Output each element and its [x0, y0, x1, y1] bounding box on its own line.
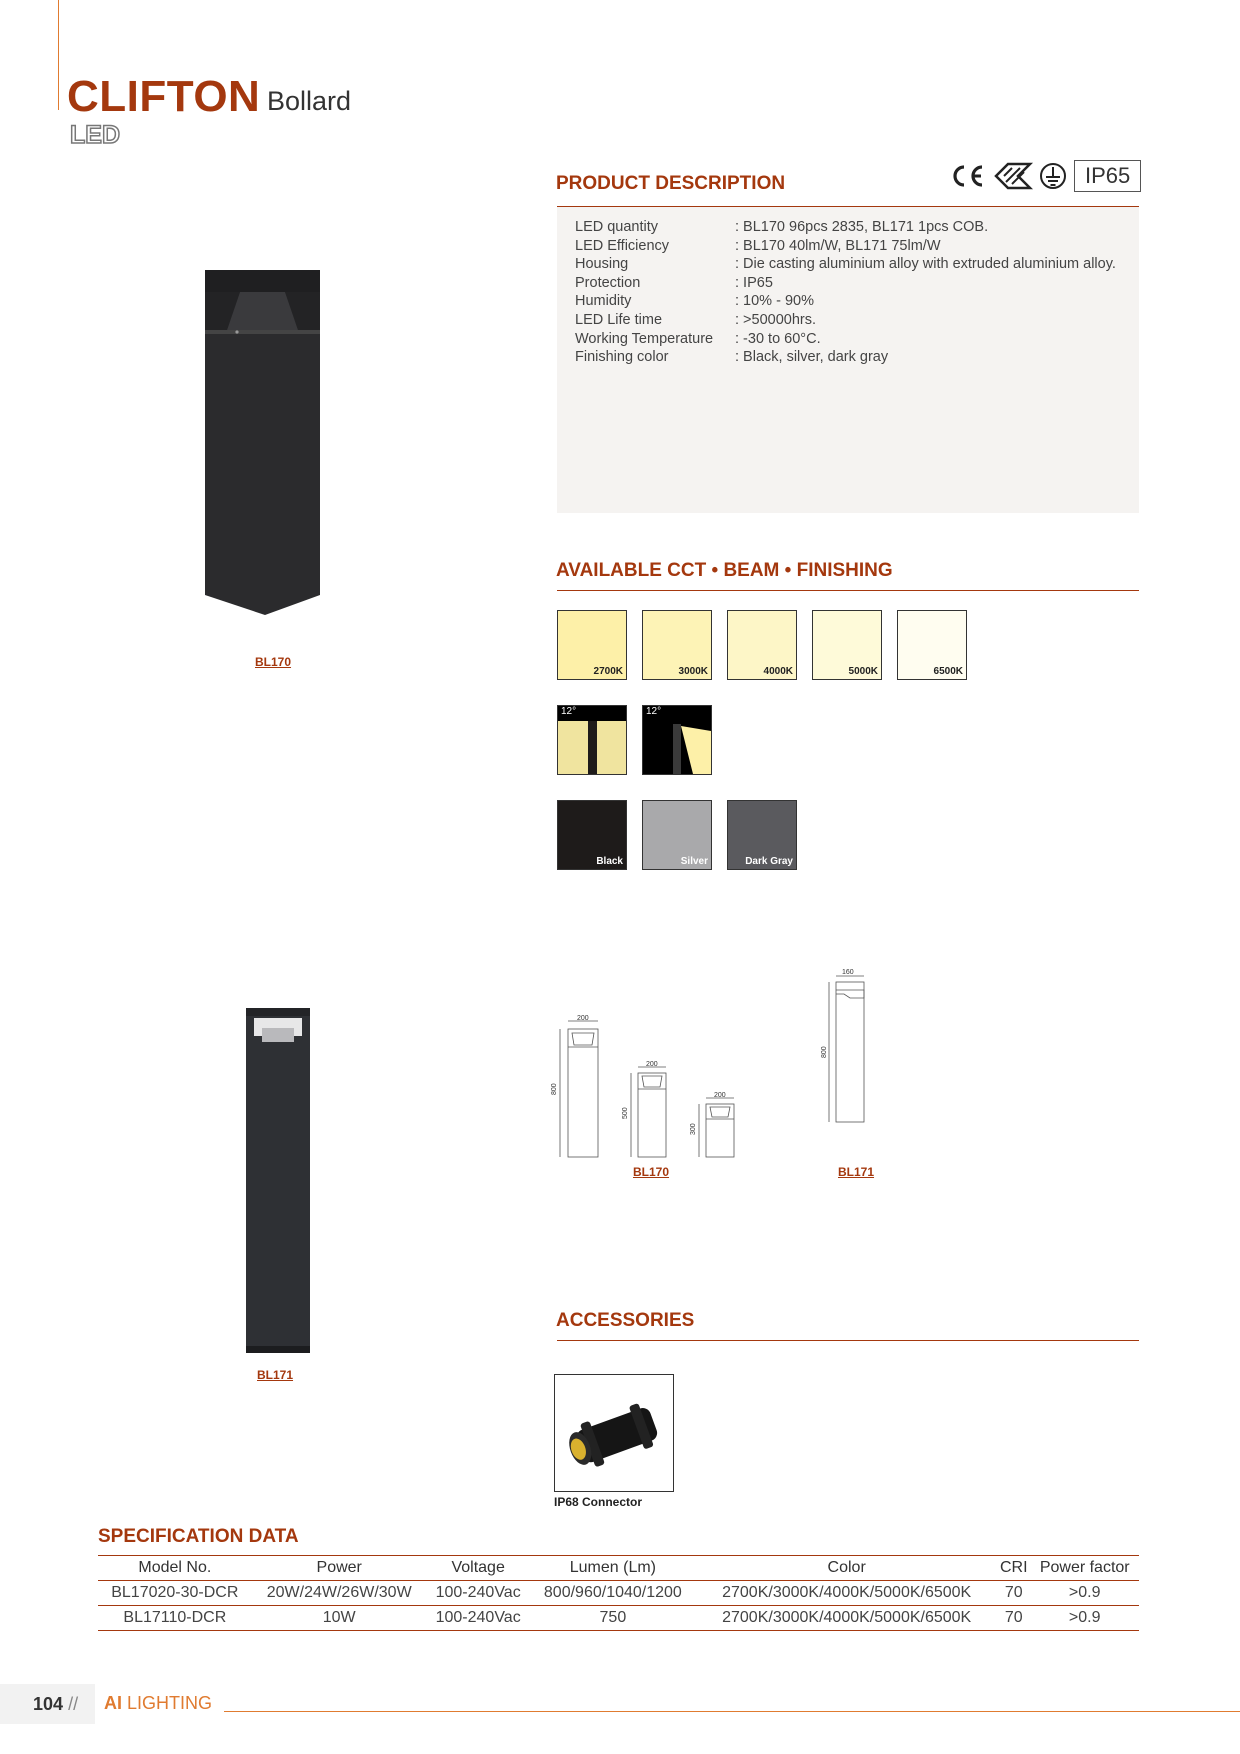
svg-text:160: 160 — [842, 969, 854, 976]
cct-label: 6500K — [933, 666, 963, 677]
description-row — [575, 256, 1116, 272]
cct-swatch-5000k — [812, 610, 882, 680]
svg-text:500: 500 — [622, 1107, 629, 1119]
description-value: : Black, silver, dark gray — [735, 349, 889, 366]
description-key: Finishing color — [575, 349, 669, 366]
cct-swatch-2700k — [557, 610, 627, 680]
spec-cell: 2700K/3000K/4000K/5000K/6500K — [696, 1581, 997, 1606]
description-key: Protection — [575, 274, 641, 291]
spec-cell: BL17110-DCR — [98, 1606, 252, 1631]
description-row — [575, 312, 816, 328]
description-value: : -30 to 60°C. — [735, 330, 821, 347]
brand-name: AI LIGHTING — [104, 1693, 213, 1713]
spec-cell: 70 — [997, 1606, 1030, 1631]
ukca-mark-icon — [994, 162, 1032, 190]
spec-cell: 10W — [252, 1606, 427, 1631]
description-row — [575, 293, 814, 309]
product-title: CLIFTON — [67, 72, 261, 121]
svg-text:800: 800 — [821, 1046, 828, 1058]
header-accent-line — [58, 0, 59, 110]
ip68-connector-label: IP68 Connector — [554, 1495, 643, 1509]
spec-cell: 750 — [530, 1606, 697, 1631]
bl170-photo — [200, 270, 325, 615]
finish-label: Dark Gray — [745, 856, 793, 867]
available-rule — [557, 590, 1139, 591]
bl171-photo-caption: BL171 — [257, 1368, 294, 1382]
cct-swatch-3000k — [642, 610, 712, 680]
protective-earth-icon — [1038, 162, 1068, 190]
bl170-drawing-caption: BL170 — [633, 1165, 670, 1179]
description-key: LED Efficiency — [575, 237, 670, 254]
svg-text:200: 200 — [714, 1092, 726, 1099]
cct-swatch-6500k — [897, 610, 967, 680]
svg-text:200: 200 — [646, 1061, 658, 1068]
bl171-drawing-caption: BL171 — [838, 1165, 875, 1179]
beam-swatch-2: 12° — [642, 705, 712, 775]
ip65-badge: IP65 — [1074, 160, 1141, 192]
spec-header-row — [98, 1556, 1139, 1581]
accessories-heading: ACCESSORIES — [556, 1310, 695, 1331]
spec-cell: >0.9 — [1030, 1581, 1139, 1606]
spec-cell: 70 — [997, 1581, 1030, 1606]
description-value: : BL170 40lm/W, BL171 75lm/W — [735, 237, 941, 254]
cct-label: 4000K — [763, 666, 793, 677]
accessories-rule — [557, 1340, 1139, 1341]
ce-mark-icon — [950, 163, 988, 189]
spec-heading: SPECIFICATION DATA — [98, 1526, 299, 1547]
spec-cell: 2700K/3000K/4000K/5000K/6500K — [696, 1606, 997, 1631]
beam-swatch-1: 12° — [557, 705, 627, 775]
description-value: : IP65 — [735, 274, 773, 291]
description-key: LED Life time — [575, 312, 663, 328]
available-heading: AVAILABLE CCT • BEAM • FINISHING — [556, 560, 893, 581]
description-row — [575, 331, 821, 347]
page-number: 104 // — [33, 1694, 79, 1714]
svg-text:LED: LED — [70, 121, 120, 149]
spec-cell: >0.9 — [1030, 1606, 1139, 1631]
finish-swatch-dark-gray — [727, 800, 797, 870]
finish-swatch-silver — [642, 800, 712, 870]
spec-column-header: Voltage — [427, 1556, 530, 1581]
finish-label: Black — [596, 856, 623, 867]
description-value: : 10% - 90% — [735, 293, 814, 310]
finish-swatch-black — [557, 800, 627, 870]
spec-cell: 100-240Vac — [427, 1606, 530, 1631]
spec-column-header: Lumen (Lm) — [530, 1556, 697, 1581]
cct-label: 3000K — [678, 666, 708, 677]
spec-cell: 100-240Vac — [427, 1581, 530, 1606]
description-row — [575, 219, 988, 235]
description-key: Working Temperature — [575, 330, 714, 347]
bl170-photo-caption: BL170 — [255, 655, 292, 669]
spec-cell: BL17020-30-DCR — [98, 1581, 252, 1606]
spec-column-header: CRI — [997, 1556, 1030, 1581]
spec-column-header: Model No. — [98, 1556, 252, 1581]
description-key: Housing — [575, 256, 629, 273]
description-value: : BL170 96pcs 2835, BL171 1pcs COB. — [735, 219, 989, 235]
description-key: LED quantity — [575, 219, 659, 235]
spec-cell: 800/960/1040/1200 — [530, 1581, 697, 1606]
spec-cell: 20W/24W/26W/30W — [252, 1581, 427, 1606]
certification-marks — [950, 160, 1141, 192]
bl171-dimension-drawing — [820, 968, 880, 1153]
footer-rule — [224, 1711, 1240, 1712]
spec-row — [98, 1606, 1139, 1631]
svg-text:800: 800 — [551, 1083, 558, 1095]
cct-swatch-4000k — [727, 610, 797, 680]
description-row — [575, 349, 888, 365]
svg-text:300: 300 — [690, 1123, 697, 1135]
product-subtitle: Bollard — [267, 86, 352, 116]
cct-label: 2700K — [593, 666, 623, 677]
bl171-photo — [242, 1008, 314, 1353]
svg-text:200: 200 — [577, 1015, 589, 1022]
description-row — [575, 275, 773, 291]
description-value: : Die casting aluminium alloy with extruded aluminium alloy. — [735, 256, 1116, 273]
ip68-connector-image — [554, 1374, 674, 1492]
description-value: : >50000hrs. — [735, 312, 817, 328]
spec-column-header: Color — [696, 1556, 997, 1581]
spec-column-header: Power — [252, 1556, 427, 1581]
description-row — [575, 238, 941, 254]
led-logo — [68, 121, 144, 149]
spec-column-header: Power factor — [1030, 1556, 1139, 1581]
bl170-dimension-drawings — [552, 1015, 752, 1145]
description-key: Humidity — [575, 293, 632, 310]
spec-table — [98, 1555, 1139, 1631]
product-description-heading: PRODUCT DESCRIPTION — [556, 173, 786, 194]
cct-label: 5000K — [848, 666, 878, 677]
spec-row — [98, 1581, 1139, 1606]
finish-label: Silver — [680, 856, 708, 867]
